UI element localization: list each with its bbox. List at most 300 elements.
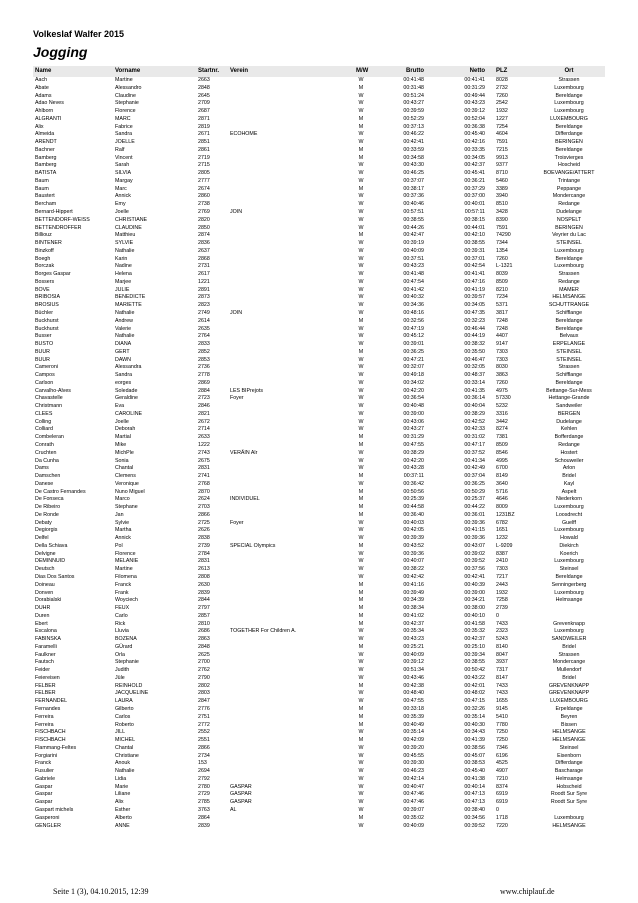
table-row bbox=[33, 520, 605, 528]
cell-plz: 7260 bbox=[496, 255, 508, 262]
cell-mw: M bbox=[358, 511, 364, 518]
footer-website: www.chiplauf.de bbox=[500, 887, 555, 896]
cell-brutto: 00:45:55 bbox=[403, 752, 424, 759]
table-row bbox=[33, 201, 605, 209]
cell-name: Fautsch bbox=[35, 659, 54, 666]
table-row bbox=[33, 535, 605, 543]
cell-name: Billiouz bbox=[35, 232, 52, 239]
cell-plz: 8509 bbox=[496, 441, 508, 448]
cell-startnr: 2743 bbox=[198, 449, 210, 456]
cell-brutto: 00:40:49 bbox=[403, 721, 424, 728]
cell-plz: 8147 bbox=[496, 674, 508, 681]
cell-name: Ferreira bbox=[35, 721, 54, 728]
cell-ort: Troisvierges bbox=[554, 154, 584, 161]
cell-name: Büchler bbox=[35, 309, 53, 316]
cell-netto: 00:40:04 bbox=[464, 403, 485, 410]
cell-ort: HELMSANGE bbox=[552, 729, 586, 736]
cell-startnr: 2625 bbox=[198, 651, 210, 658]
cell-plz: 4604 bbox=[496, 131, 508, 138]
cell-name: Christmann bbox=[35, 403, 63, 410]
cell-startnr: 2861 bbox=[198, 146, 210, 153]
cell-startnr: 2764 bbox=[198, 333, 210, 340]
table-row bbox=[33, 318, 605, 326]
cell-mw: W bbox=[358, 364, 364, 371]
cell-verein: Foyer bbox=[230, 519, 244, 526]
cell-startnr: 2734 bbox=[198, 752, 210, 759]
cell-brutto: 00:33:59 bbox=[403, 146, 424, 153]
table-row bbox=[33, 256, 605, 264]
cell-netto: 00:32:26 bbox=[464, 706, 485, 713]
cell-brutto: 00:39:30 bbox=[403, 760, 424, 767]
cell-startnr: 2719 bbox=[198, 154, 210, 161]
cell-name: Bamberg bbox=[35, 154, 57, 161]
table-row bbox=[33, 116, 605, 124]
cell-brutto: 00:51:24 bbox=[403, 92, 424, 99]
cell-brutto: 00:42:20 bbox=[403, 387, 424, 394]
cell-name: Gaspart michels bbox=[35, 806, 74, 813]
table-row bbox=[33, 225, 605, 233]
table-row bbox=[33, 248, 605, 256]
table-row bbox=[33, 271, 605, 279]
cell-ort: Bettange-Sur-Mess bbox=[546, 387, 592, 394]
cell-brutto: 00:42:41 bbox=[403, 139, 424, 146]
cell-ort: Bereldange bbox=[555, 146, 583, 153]
cell-mw: M bbox=[358, 581, 364, 588]
cell-name: De Fonseca bbox=[35, 496, 64, 503]
cell-mw: W bbox=[358, 240, 364, 247]
cell-name: BATISTA bbox=[35, 170, 57, 177]
cell-netto: 00:35:32 bbox=[464, 628, 485, 635]
cell-name: FABINSKA bbox=[35, 636, 61, 643]
cell-plz: 9913 bbox=[496, 154, 508, 161]
cell-startnr: 2846 bbox=[198, 403, 210, 410]
cell-ort: Strassen bbox=[558, 651, 580, 658]
cell-name: Ferreira bbox=[35, 713, 54, 720]
cell-mw: W bbox=[358, 465, 364, 472]
cell-plz: 4995 bbox=[496, 457, 508, 464]
cell-name: Campos bbox=[35, 372, 55, 379]
table-row bbox=[33, 791, 605, 799]
cell-vorname: Nathalie bbox=[115, 333, 135, 340]
cell-mw: W bbox=[358, 449, 364, 456]
cell-vorname: SYLVIE bbox=[115, 240, 134, 247]
cell-brutto: 00:51:34 bbox=[403, 667, 424, 674]
cell-startnr: 2630 bbox=[198, 581, 210, 588]
cell-brutto: 00:40:09 bbox=[403, 651, 424, 658]
cell-vorname: Sonia bbox=[115, 457, 129, 464]
cell-mw: M bbox=[358, 597, 364, 604]
cell-name: DUHR bbox=[35, 605, 51, 612]
table-row bbox=[33, 108, 605, 116]
cell-brutto: 00:25:39 bbox=[403, 496, 424, 503]
cell-startnr: 2873 bbox=[198, 294, 210, 301]
cell-brutto: 00:48:16 bbox=[403, 309, 424, 316]
cell-name: BRIBOSIA bbox=[35, 294, 61, 301]
cell-vorname: MichPle bbox=[115, 449, 134, 456]
cell-plz: 8140 bbox=[496, 643, 508, 650]
cell-ort: ERPELANGE bbox=[552, 341, 586, 348]
cell-name: Ahlborn bbox=[35, 108, 54, 115]
cell-netto: 00:48:02 bbox=[464, 690, 485, 697]
cell-ort: Luxembourg bbox=[554, 84, 584, 91]
cell-startnr: 2739 bbox=[198, 542, 210, 549]
cell-mw: W bbox=[358, 177, 364, 184]
cell-name: BUSTO bbox=[35, 341, 54, 348]
table-row bbox=[33, 807, 605, 815]
cell-vorname: Florence bbox=[115, 108, 136, 115]
cell-brutto: 00:37:51 bbox=[403, 255, 424, 262]
table-row bbox=[33, 419, 605, 427]
cell-ort: BERGEN bbox=[557, 410, 581, 417]
cell-ort: Roodt Sur Syre bbox=[550, 799, 588, 806]
cell-vorname: DAWN bbox=[115, 356, 131, 363]
cell-startnr: 2790 bbox=[198, 674, 210, 681]
cell-mw: W bbox=[358, 768, 364, 775]
cell-plz: 7215 bbox=[496, 146, 508, 153]
cell-netto: 00:43:07 bbox=[464, 542, 485, 549]
cell-netto: 00:35:50 bbox=[464, 348, 485, 355]
cell-startnr: 2772 bbox=[198, 721, 210, 728]
cell-name: Baum bbox=[35, 185, 49, 192]
table-row bbox=[33, 100, 605, 108]
cell-brutto: 00:40:32 bbox=[403, 294, 424, 301]
cell-vorname: Deborah bbox=[115, 426, 136, 433]
table-row bbox=[33, 217, 605, 225]
cell-netto: 00:37:00 bbox=[464, 193, 485, 200]
cell-ort: Luxembourg bbox=[554, 108, 584, 115]
cell-plz: 1932 bbox=[496, 589, 508, 596]
table-row bbox=[33, 574, 605, 582]
cell-mw: W bbox=[358, 729, 364, 736]
cell-mw: M bbox=[358, 115, 364, 122]
cell-mw: W bbox=[358, 574, 364, 580]
cell-name: Gaspar bbox=[35, 791, 53, 798]
cell-mw: M bbox=[358, 317, 364, 324]
cell-vorname: Fabrice bbox=[115, 123, 133, 130]
cell-name: Bernard-Hippert bbox=[35, 209, 73, 216]
cell-plz: 7248 bbox=[496, 325, 508, 332]
cell-name: Busser bbox=[35, 333, 52, 340]
cell-plz: L-9209 bbox=[496, 542, 513, 549]
cell-plz: 3817 bbox=[496, 309, 508, 316]
cell-plz: 5243 bbox=[496, 636, 508, 643]
cell-netto: 00:36:14 bbox=[464, 395, 485, 402]
cell-vorname: Sandra bbox=[115, 131, 133, 138]
cell-name: Deutsch bbox=[35, 566, 55, 573]
cell-vorname: Marc bbox=[115, 185, 127, 192]
cell-brutto: 00:39:07 bbox=[403, 806, 424, 813]
cell-verein: ECOHOME bbox=[230, 131, 258, 138]
table-row bbox=[33, 209, 605, 217]
cell-vorname: Judith bbox=[115, 667, 130, 674]
cell-brutto: 00:36:25 bbox=[403, 348, 424, 355]
cell-netto: 00:45:40 bbox=[464, 131, 485, 138]
cell-mw: W bbox=[358, 286, 364, 293]
cell-vorname: REINHOLD bbox=[115, 682, 143, 689]
cell-plz: 4525 bbox=[496, 760, 508, 767]
cell-brutto: 00:47:21 bbox=[403, 356, 424, 363]
cell-vorname: Jan bbox=[115, 511, 124, 518]
cell-name: Carlson bbox=[35, 379, 54, 386]
cell-ort: NOSPELT bbox=[556, 216, 582, 223]
cell-startnr: 2671 bbox=[198, 131, 210, 138]
cell-netto: 00:34:21 bbox=[464, 597, 485, 604]
cell-netto: 00:44:19 bbox=[464, 333, 485, 340]
header-plz: PLZ bbox=[496, 68, 508, 74]
cell-mw: M bbox=[358, 682, 364, 689]
cell-ort: Niederkorn bbox=[556, 496, 582, 503]
cell-verein: VERÄIN Alr bbox=[230, 449, 258, 456]
cell-mw: W bbox=[358, 698, 364, 705]
cell-verein: SPECIAL Olympics bbox=[230, 542, 276, 549]
table-row bbox=[33, 481, 605, 489]
cell-mw: W bbox=[358, 100, 364, 107]
cell-mw: W bbox=[358, 255, 364, 262]
cell-netto: 00:38:56 bbox=[464, 744, 485, 751]
cell-name: Cameroni bbox=[35, 364, 58, 371]
cell-startnr: 2780 bbox=[198, 783, 210, 790]
cell-brutto: 00:38:55 bbox=[403, 216, 424, 223]
cell-brutto: 00:48:40 bbox=[403, 690, 424, 697]
cell-startnr: 2624 bbox=[198, 496, 210, 503]
cell-ort: Luxembourg bbox=[554, 814, 584, 821]
cell-plz: 7381 bbox=[496, 434, 508, 441]
cell-plz: 7346 bbox=[496, 744, 508, 751]
cell-verein: LES BIPrejots bbox=[230, 387, 263, 394]
cell-mw: M bbox=[358, 232, 364, 239]
cell-ort: Schouweiler bbox=[554, 457, 584, 464]
table-row bbox=[33, 434, 605, 442]
cell-ort: Hostert bbox=[560, 449, 578, 456]
cell-vorname: CHRISTIANE bbox=[115, 216, 148, 223]
cell-name: BETTENDORF-WEISS bbox=[35, 216, 90, 223]
cell-plz: 4907 bbox=[496, 768, 508, 775]
cell-netto: 00:43:22 bbox=[464, 674, 485, 681]
cell-vorname: Liliane bbox=[115, 791, 131, 798]
cell-mw: W bbox=[358, 247, 364, 254]
cell-ort: HELMSANGE bbox=[552, 737, 586, 744]
cell-netto: 00:46:44 bbox=[464, 325, 485, 332]
cell-netto: 00:39:52 bbox=[464, 558, 485, 565]
cell-verein: AL bbox=[230, 806, 237, 813]
cell-plz: 7248 bbox=[496, 317, 508, 324]
cell-mw: W bbox=[358, 674, 364, 681]
cell-plz: 8149 bbox=[496, 473, 508, 480]
cell-ort: Koerich bbox=[560, 550, 578, 557]
cell-ort: Arlon bbox=[562, 465, 576, 472]
table-row bbox=[33, 131, 605, 139]
cell-mw: W bbox=[358, 480, 364, 487]
cell-vorname: Veronique bbox=[115, 480, 139, 487]
cell-netto: 00:25:37 bbox=[464, 496, 485, 503]
cell-plz: 8028 bbox=[496, 77, 508, 83]
cell-ort: Luxembourg bbox=[554, 100, 584, 107]
cell-ort: MAMER bbox=[559, 286, 579, 293]
cell-name: Borczak bbox=[35, 263, 55, 270]
cell-name: Danese bbox=[35, 480, 54, 487]
cell-name: Carvalho-Alves bbox=[35, 387, 71, 394]
cell-name: Chavastelle bbox=[35, 395, 63, 402]
cell-verein: GASPAR bbox=[230, 799, 252, 806]
table-row bbox=[33, 667, 605, 675]
cell-netto: 00:38:40 bbox=[464, 806, 485, 813]
cell-brutto: 00:38:29 bbox=[403, 449, 424, 456]
cell-netto: 00:34:56 bbox=[464, 814, 485, 821]
cell-mw: W bbox=[358, 379, 364, 386]
cell-startnr: 2866 bbox=[198, 511, 210, 518]
cell-ort: Peppange bbox=[556, 185, 582, 192]
cell-plz: 4407 bbox=[496, 333, 508, 340]
cell-brutto: 00:42:20 bbox=[403, 457, 424, 464]
cell-startnr: 2723 bbox=[198, 395, 210, 402]
cell-brutto: 00:37:07 bbox=[403, 177, 424, 184]
cell-name: Buckhurst bbox=[35, 325, 59, 332]
cell-vorname: CAROLINE bbox=[115, 410, 143, 417]
cell-ort: GREVENKNAPP bbox=[548, 682, 590, 689]
cell-mw: M bbox=[358, 643, 364, 650]
cell-netto: 00:37:56 bbox=[464, 566, 485, 573]
cell-brutto: 00:40:48 bbox=[403, 403, 424, 410]
cell-vorname: Joelle bbox=[115, 209, 129, 216]
cell-plz: 1354 bbox=[496, 247, 508, 254]
cell-mw: W bbox=[358, 224, 364, 231]
table-row bbox=[33, 698, 605, 706]
cell-brutto: 00:25:21 bbox=[403, 643, 424, 650]
cell-netto: 00:39:34 bbox=[464, 651, 485, 658]
cell-brutto: 00:40:46 bbox=[403, 201, 424, 208]
cell-plz: 7234 bbox=[496, 294, 508, 301]
cell-name: CLEES bbox=[35, 410, 53, 417]
cell-netto: 00:31:29 bbox=[464, 84, 485, 91]
cell-netto: 00:38:32 bbox=[464, 341, 485, 348]
cell-vorname: Alix bbox=[115, 799, 124, 806]
cell-mw: W bbox=[358, 527, 364, 534]
cell-ort: Bereldange bbox=[555, 92, 583, 99]
cell-mw: M bbox=[358, 185, 364, 192]
cell-startnr: 2674 bbox=[198, 185, 210, 192]
cell-netto: 00:38:29 bbox=[464, 410, 485, 417]
cell-brutto: 00:46:22 bbox=[403, 131, 424, 138]
cell-netto: 00:36:21 bbox=[464, 177, 485, 184]
cell-name: BINTENER bbox=[35, 240, 62, 247]
cell-mw: W bbox=[358, 77, 364, 83]
cell-vorname: Martine bbox=[115, 566, 133, 573]
cell-name: Buckhurst bbox=[35, 317, 59, 324]
cell-plz: 7433 bbox=[496, 690, 508, 697]
cell-startnr: 2614 bbox=[198, 317, 210, 324]
cell-startnr: 2672 bbox=[198, 418, 210, 425]
cell-ort: Mondercange bbox=[552, 193, 586, 200]
cell-name: BUUR bbox=[35, 348, 51, 355]
cell-name: De Ribeiro bbox=[35, 504, 61, 511]
cell-plz: 9147 bbox=[496, 341, 508, 348]
cell-netto: 00:47:35 bbox=[464, 309, 485, 316]
cell-brutto: 00:40:03 bbox=[403, 519, 424, 526]
cell-name: Bachner bbox=[35, 146, 55, 153]
table-row bbox=[33, 263, 605, 271]
cell-ort: Sandweiler bbox=[555, 403, 583, 410]
cell-vorname: Annick bbox=[115, 535, 131, 542]
cell-plz: 7210 bbox=[496, 775, 508, 782]
cell-ort: Mondercange bbox=[552, 659, 586, 666]
cell-verein: INDIVIDUEL bbox=[230, 496, 260, 503]
cell-plz: L-1321 bbox=[496, 263, 513, 270]
table-row bbox=[33, 395, 605, 403]
cell-startnr: 2751 bbox=[198, 713, 210, 720]
cell-brutto: 00:41:16 bbox=[403, 581, 424, 588]
cell-startnr: 2776 bbox=[198, 706, 210, 713]
cell-name: Dorabialski bbox=[35, 597, 62, 604]
cell-netto: 00:45:41 bbox=[464, 170, 485, 177]
cell-mw: M bbox=[358, 721, 364, 728]
table-row bbox=[33, 333, 605, 341]
cell-ort: Bissen bbox=[561, 721, 577, 728]
cell-mw: W bbox=[358, 92, 364, 99]
table-row bbox=[33, 155, 605, 163]
cell-startnr: 2810 bbox=[198, 620, 210, 627]
cell-mw: W bbox=[358, 775, 364, 782]
cell-mw: W bbox=[358, 519, 364, 526]
table-row bbox=[33, 364, 605, 372]
cell-brutto: 00:43:46 bbox=[403, 674, 424, 681]
cell-plz: 3640 bbox=[496, 480, 508, 487]
cell-startnr: 2792 bbox=[198, 775, 210, 782]
cell-vorname: Alberto bbox=[115, 814, 132, 821]
cell-startnr: 153 bbox=[198, 760, 207, 767]
cell-plz: 7250 bbox=[496, 737, 508, 744]
cell-verein: TOGETHER For Children A. bbox=[230, 628, 297, 635]
cell-startnr: 2805 bbox=[198, 170, 210, 177]
table-row bbox=[33, 714, 605, 722]
cell-plz: 5232 bbox=[496, 403, 508, 410]
cell-brutto: 00:31:29 bbox=[403, 434, 424, 441]
table-row bbox=[33, 294, 605, 302]
cell-name: FISCHBACH bbox=[35, 737, 66, 744]
cell-ort: Mullendorf bbox=[556, 667, 582, 674]
cell-plz: 8710 bbox=[496, 170, 508, 177]
cell-brutto: 00:35:14 bbox=[403, 729, 424, 736]
cell-mw: M bbox=[358, 737, 364, 744]
cell-plz: 8009 bbox=[496, 504, 508, 511]
cell-startnr: 2821 bbox=[198, 410, 210, 417]
cell-vorname: Lidia bbox=[115, 775, 127, 782]
cell-plz: 3937 bbox=[496, 659, 508, 666]
cell-plz: 1227 bbox=[496, 115, 508, 122]
cell-ort: Helmsange bbox=[555, 597, 583, 604]
cell-ort: Bereldange bbox=[555, 123, 583, 130]
cell-mw: W bbox=[358, 418, 364, 425]
cell-startnr: 2635 bbox=[198, 325, 210, 332]
cell-mw: W bbox=[358, 651, 364, 658]
cell-name: Boegh bbox=[35, 255, 51, 262]
cell-netto: 00:39:31 bbox=[464, 247, 485, 254]
cell-startnr: 2762 bbox=[198, 667, 210, 674]
cell-ort: Loosdrecht bbox=[555, 511, 583, 518]
cell-startnr: 2831 bbox=[198, 558, 210, 565]
cell-name: Feiereisen bbox=[35, 674, 60, 681]
cell-plz: 1718 bbox=[496, 814, 508, 821]
cell-plz: 8387 bbox=[496, 550, 508, 557]
cell-vorname: Clemens bbox=[115, 473, 136, 480]
footer-page-info: Seite 1 (3), 04.10.2015, 12:39 bbox=[53, 887, 149, 896]
table-row bbox=[33, 302, 605, 310]
cell-vorname: Stephanie bbox=[115, 659, 139, 666]
cell-vorname: Anouk bbox=[115, 760, 131, 767]
table-row bbox=[33, 543, 605, 551]
cell-mw: W bbox=[358, 333, 364, 340]
table-row bbox=[33, 760, 605, 768]
table-row bbox=[33, 349, 605, 357]
